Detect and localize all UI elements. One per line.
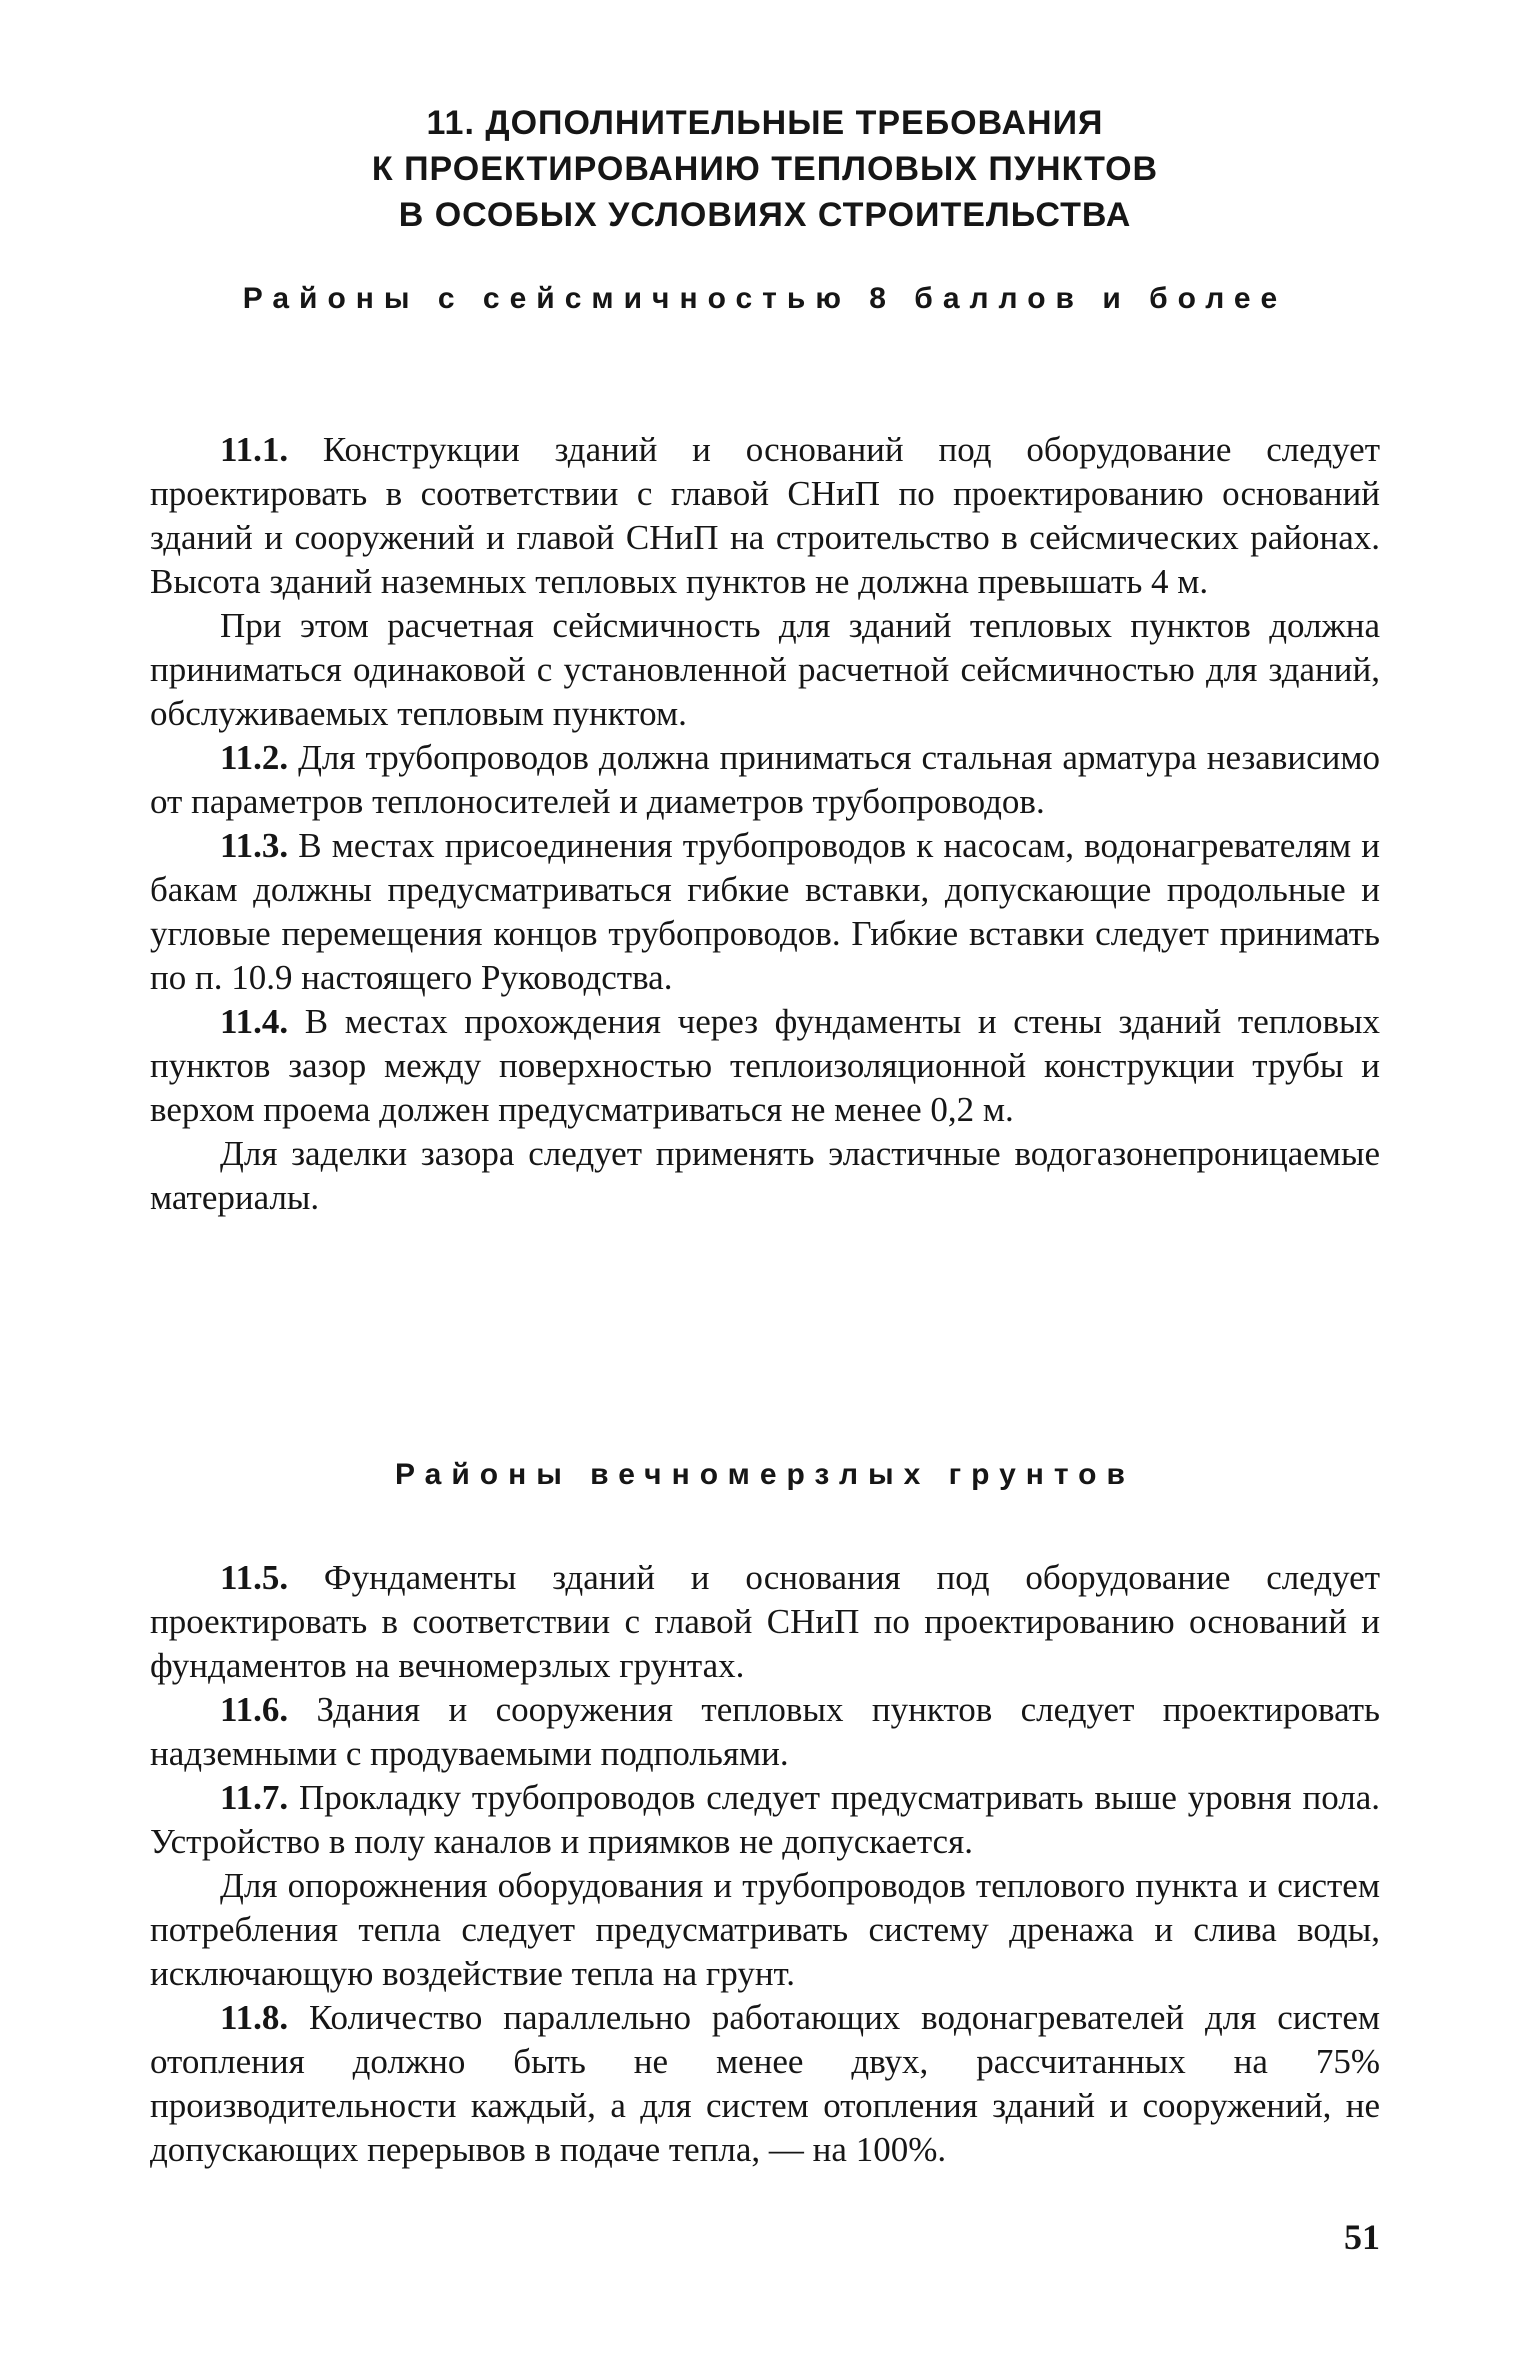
- paragraph-11-3: [150, 824, 1380, 1000]
- document-page: [150, 0, 1380, 2362]
- paragraph-11-5: [150, 1556, 1380, 1688]
- paragraph-text: Фундаменты зданий и основания под оборудование следует проектировать в соответствии с главой СНиП по проектированию оснований и фундаментов на вечномерзлых грунтах.: [150, 1558, 1380, 1685]
- section-heading-permafrost: Районы вечномерзлых грунтов: [395, 1458, 1135, 1491]
- paragraph-text: Для трубопроводов должна приниматься стальная арматура независимо от параметров теплоносителей и диаметров трубопроводов.: [150, 738, 1380, 821]
- paragraph-11-1-cont: [150, 604, 1380, 736]
- clause-number: 11.7.: [220, 1778, 289, 1817]
- clause-number: 11.6.: [220, 1690, 289, 1729]
- paragraph-11-6: [150, 1688, 1380, 1776]
- paragraph-text: В местах присоединения трубопроводов к насосам, водонагревателям и бакам должны предусматриваться гибкие вставки, допускающие продольные и угловые перемещения концов трубопроводов. Гибкие вставки следует принимать по п. 10.9 настоящего Руководства.: [150, 826, 1381, 997]
- clause-number: 11.1.: [220, 430, 289, 469]
- paragraph-text: Здания и сооружения тепловых пунктов следует проектировать надземными с продуваемыми подпольями.: [150, 1690, 1380, 1773]
- paragraph-11-4-cont: [150, 1132, 1380, 1220]
- paragraph-text: В местах прохождения через фундаменты и стены зданий тепловых пунктов зазор между поверхностью теплоизоляционной конструкции трубы и верхом проема должен предусматриваться не менее 0,2 м.: [150, 1002, 1380, 1129]
- chapter-title-line: В ОСОБЫХ УСЛОВИЯХ СТРОИТЕЛЬСТВА: [398, 196, 1132, 234]
- chapter-title-line: К ПРОЕКТИРОВАНИЮ ТЕПЛОВЫХ ПУНКТОВ: [371, 150, 1159, 188]
- paragraph-text: Прокладку трубопроводов следует предусматривать выше уровня пола. Устройство в полу каналов и приямков не допускается.: [150, 1778, 1380, 1861]
- paragraph-11-2: [150, 736, 1380, 824]
- chapter-title: [150, 100, 1380, 238]
- clause-number: 11.4.: [220, 1002, 289, 1041]
- paragraph-11-8: [150, 1996, 1380, 2172]
- page-number: 51: [1344, 2217, 1380, 2257]
- paragraph-text: Конструкции зданий и оснований под оборудование следует проектировать в соответствии с главой СНиП по проектированию оснований зданий и сооружений и главой СНиП на строительство в сейсмических районах. Высота зданий наземных тепловых пунктов не должна превышать 4 м.: [150, 430, 1380, 601]
- clause-number: 11.8.: [220, 1998, 289, 2037]
- paragraph-11-7-cont: [150, 1864, 1380, 1996]
- clause-number: 11.5.: [220, 1558, 289, 1597]
- section-permafrost-body: [150, 1556, 1380, 2172]
- paragraph-text: Для опорожнения оборудования и трубопроводов теплового пункта и систем потребления тепла следует предусматривать систему дренажа и слива воды, исключающую воздействие тепла на грунт.: [150, 1866, 1380, 1993]
- paragraph-text: Количество параллельно работающих водонагревателей для систем отопления должно быть не менее двух, рассчитанных на 75% производительности каждый, а для систем отопления зданий и сооружений, не допускающих перерывов в подаче тепла, — на 100%.: [150, 1998, 1381, 2169]
- section-seismic-body: [150, 428, 1380, 1220]
- clause-number: 11.2.: [220, 738, 289, 777]
- clause-number: 11.3.: [220, 826, 289, 865]
- paragraph-11-4: [150, 1000, 1380, 1132]
- section-heading-seismic: Районы с сейсмичностью 8 баллов и более: [242, 282, 1288, 315]
- paragraph-text: При этом расчетная сейсмичность для зданий тепловых пунктов должна приниматься одинаковой с установленной расчетной сейсмичностью для зданий, обслуживаемых тепловым пунктом.: [150, 606, 1380, 733]
- paragraph-11-7: [150, 1776, 1380, 1864]
- paragraph-text: Для заделки зазора следует применять эластичные водогазонепроницаемые материалы.: [150, 1134, 1380, 1217]
- chapter-title-line: 11. ДОПОЛНИТЕЛЬНЫЕ ТРЕБОВАНИЯ: [426, 104, 1104, 142]
- paragraph-11-1: [150, 428, 1380, 604]
